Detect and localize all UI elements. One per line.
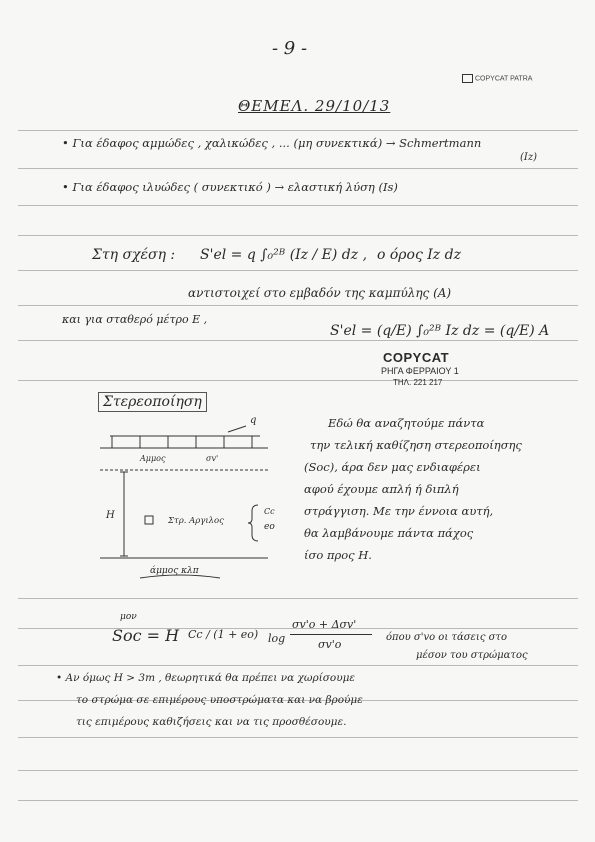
soc-note-2: μέσον του στρώματος (416, 650, 528, 661)
soc-coefficient: Cc / (1 + eo) (188, 628, 259, 641)
paragraph-line: στράγγιση. Με την έννοια αυτή, (304, 504, 494, 518)
copycat-logo: COPYCAT PATRA (462, 74, 532, 83)
final-bullet-line: • Αν όμως H > 3m , θεωρητικά θα πρέπει να χωρίσουμε (56, 672, 356, 684)
formula-settlement-area: S'el = (q/E) ∫₀²ᴮ Iz dz = (q/E) A (330, 323, 550, 339)
paragraph-line: ίσο προς H. (304, 548, 372, 562)
clay-brace (248, 505, 258, 541)
paragraph-line: την τελική καθίζηση στερεοποίησης (310, 438, 522, 452)
stamp-name: COPYCAT (383, 350, 450, 365)
paragraph-line: αφού έχουμε απλή ή διπλή (304, 482, 459, 496)
final-bullet-line: τις επιμέρους καθιζήσεις και να τις προσθέσουμε. (76, 716, 347, 728)
diagram-clay-label: Στρ. Αργιλος (168, 516, 224, 526)
equation-intro: Στη σχέση : (92, 247, 176, 263)
section-heading-consolidation: Στερεοποίηση (98, 392, 207, 412)
soc-fraction-bar (290, 634, 372, 635)
paragraph-line: (Soc), άρα δεν μας ενδιαφέρει (304, 460, 481, 474)
bullet-schmertmann: • Για έδαφος αμμώδες , χαλικώδες , ... (μη συνεκτικά) → Schmertmann (62, 136, 482, 150)
diagram-e0-label: eo (264, 522, 275, 532)
diagram-sand-label: Αμμος (140, 454, 166, 463)
stamp-phone: ΤΗΛ. 221 217 (393, 378, 443, 387)
stamp-street: ΡΗΓΑ ΦΕΡΡΑΙΟΥ 1 (381, 366, 459, 376)
formula-tag: μον (120, 612, 137, 622)
soil-element-square (145, 516, 153, 524)
diagram-load-label: q (250, 415, 257, 426)
q-pointer (228, 426, 246, 432)
term-note: ο όρος Iz dz (377, 247, 461, 263)
bullet-iz-tag: (Iz) (520, 152, 538, 163)
soc-arg-numerator: σv'o + Δσv' (292, 618, 357, 631)
soc-note-1: όπου σ'vo οι τάσεις στο (386, 632, 507, 643)
paragraph-line: θα λαμβάνουμε πάντα πάχος (304, 526, 474, 540)
soc-lhs: Soc = H (112, 626, 180, 645)
page-number: - 9 - (272, 38, 308, 59)
formula-settlement-integral: S'el = q ∫₀²ᴮ (Iz / E) dz , (200, 247, 368, 263)
diagram-sigma-label: σv' (206, 454, 219, 463)
final-bullet-line: το στρώμα σε επιμέρους υποστρώματα και να βρούμε (76, 694, 363, 706)
soc-log: log (268, 632, 286, 645)
constant-modulus-note: και για σταθερό μέτρο E , (62, 313, 208, 326)
bullet-elastic: • Για έδαφος ιλυώδες ( συνεκτικό ) → ελαστική λύση (Is) (62, 180, 398, 194)
soc-arg-denominator: σv'o (318, 638, 342, 651)
page-title: ΘΕΜΕΛ. 29/10/13 (238, 97, 391, 115)
diagram-height-label: H (106, 510, 115, 521)
diagram-bottom-label: άμμος κλπ (150, 566, 199, 576)
area-note: αντιστοιχεί στο εμβαδόν της καμπύλης (A) (188, 286, 452, 300)
diagram-cc-label: Cc (264, 507, 275, 516)
paragraph-line: Εδώ θα αναζητούμε πάντα (328, 416, 485, 430)
